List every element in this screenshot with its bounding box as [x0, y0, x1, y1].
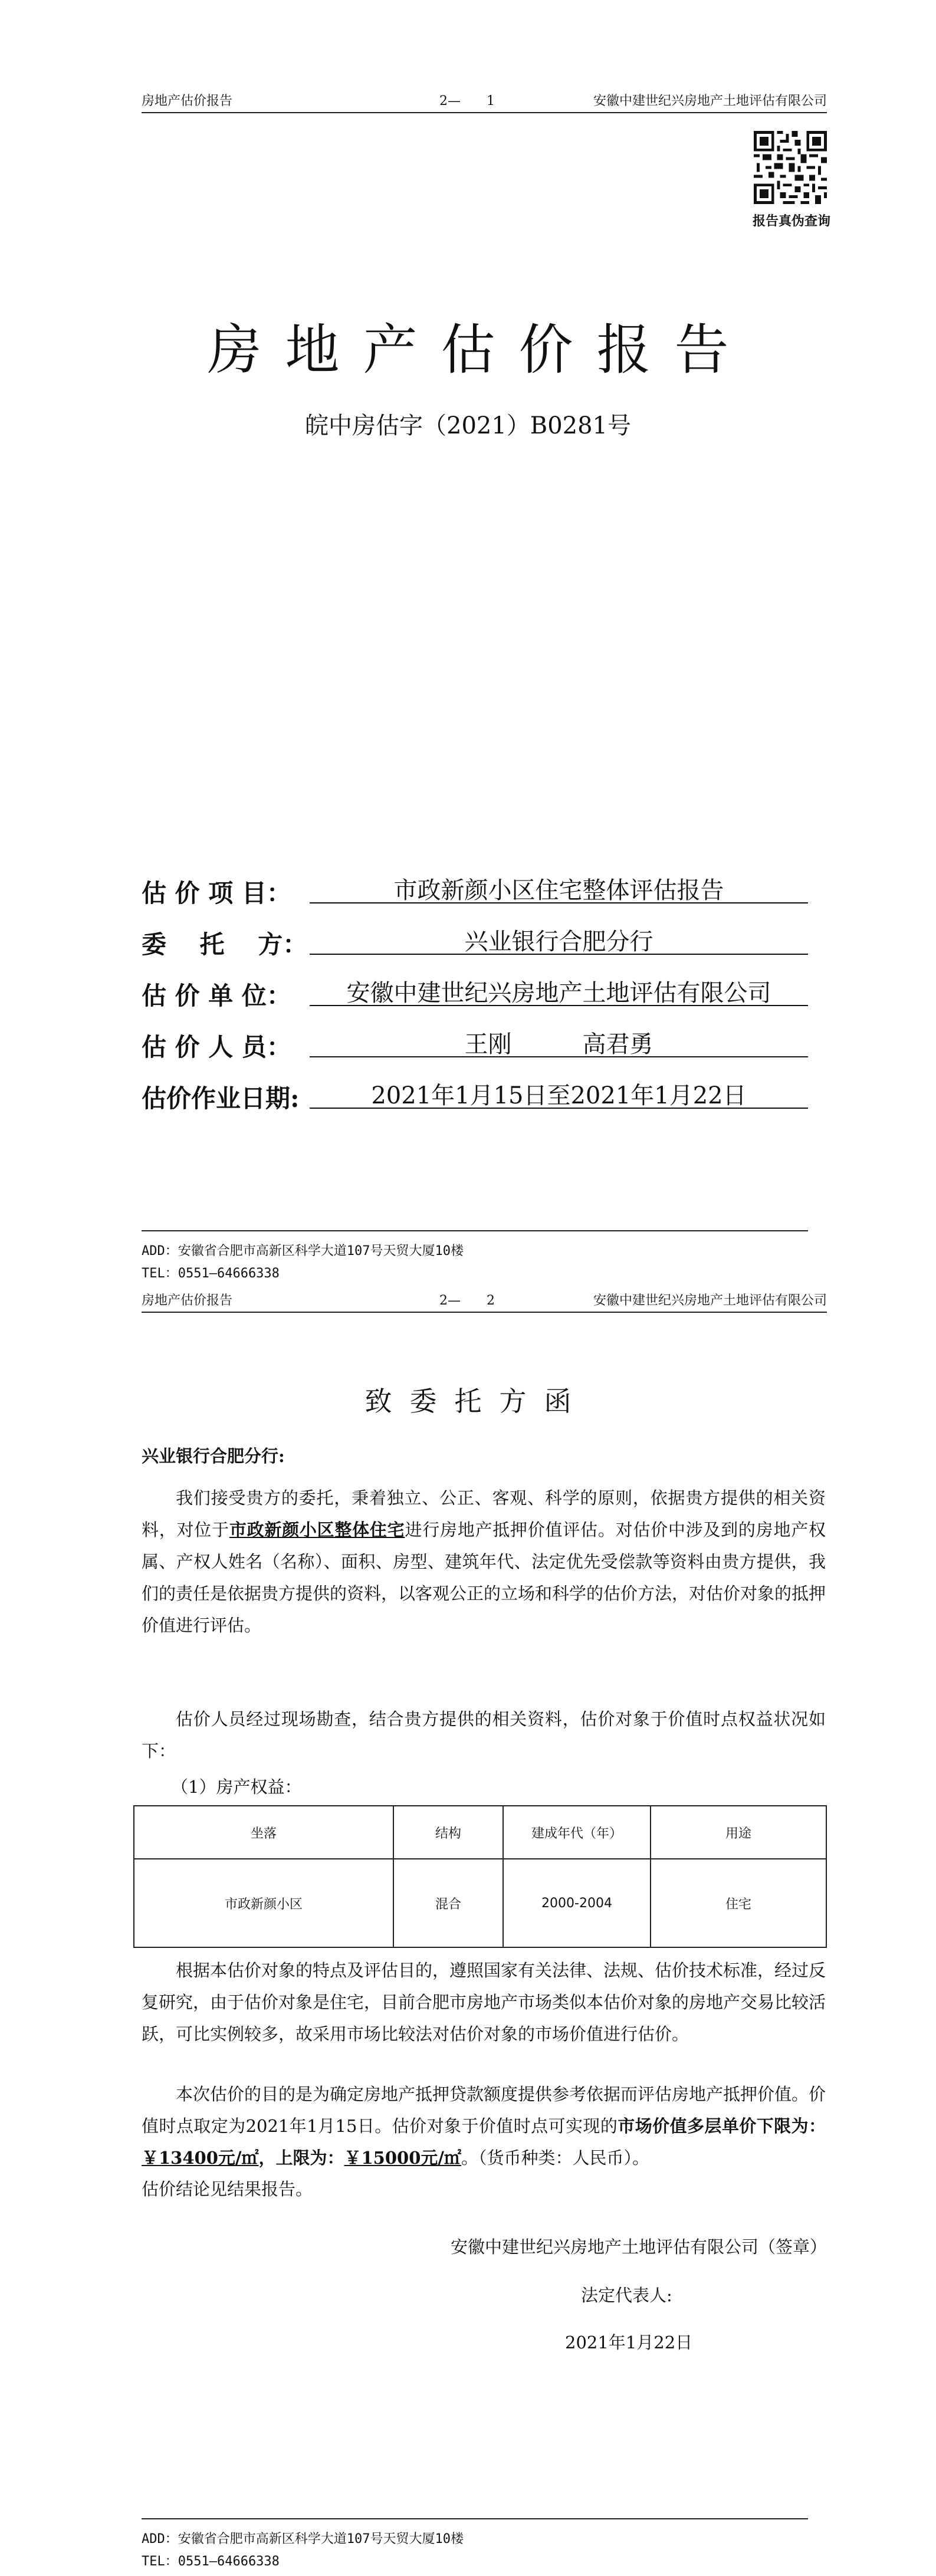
- field-label: 估 价 单 位：: [142, 981, 291, 1010]
- field-value: 2021年1月15日至2021年1月22日: [310, 1077, 808, 1109]
- table-row: [134, 1859, 826, 1947]
- signature-company: 安徽中建世纪兴房地产土地评估有限公司（签章）: [450, 2237, 827, 2257]
- field-value: 市政新颜小区住宅整体评估报告: [310, 872, 808, 903]
- footer-address: ADD：安徽省合肥市高新区科学大道107号天贸大厦10楼: [142, 1244, 464, 1259]
- field-appraiser-unit: [142, 974, 808, 1010]
- field-value: 兴业银行合肥分行: [310, 923, 808, 955]
- report-title: 房地产估价报告: [207, 318, 753, 382]
- paragraph-text: 本次估价的目的是为确定房地产抵押贷款额度提供参考依据而评估房地产抵押价值。价值时点取定为2021年1月15日。估价对象于价值时点可实现的: [142, 2084, 826, 2136]
- column-header-build-year: 建成年代（年）: [503, 1806, 651, 1859]
- running-header: [142, 88, 827, 113]
- field-label: 估 价 项 目：: [142, 879, 291, 908]
- table-header-row: [134, 1806, 826, 1859]
- value-conclusion-label: 市场价值多层单价下限为：: [618, 2116, 826, 2136]
- signature-date: 2021年1月22日: [565, 2332, 693, 2352]
- header-report-name: 房地产估价报告: [142, 94, 233, 109]
- rights-section-label: （1）房产权益：: [171, 1777, 302, 1797]
- header-page-number: 2— 1: [439, 94, 495, 109]
- field-client: [142, 923, 808, 958]
- qr-code-icon[interactable]: [754, 131, 827, 204]
- column-header-location: 坐落: [134, 1806, 393, 1859]
- paragraph-text: 。（货币种类：人民币）。: [461, 2148, 649, 2168]
- letter-paragraph-2: 估价人员经过现场勘查，结合贵方提供的相关资料，估价对象于价值时点权益状况如下：: [142, 1709, 826, 1761]
- column-header-structure: 结构: [393, 1806, 503, 1859]
- footer-address: ADD：安徽省合肥市高新区科学大道107号天贸大厦10楼: [142, 2532, 464, 2547]
- field-work-dates: [142, 1077, 808, 1112]
- qr-caption: 报告真伪查询: [752, 214, 830, 229]
- unit-price-upper: ￥15000元/㎡: [344, 2148, 461, 2168]
- field-appraisers: [142, 1026, 808, 1061]
- field-value: 安徽中建世纪兴房地产土地评估有限公司: [310, 974, 808, 1006]
- column-header-usage: 用途: [651, 1806, 826, 1859]
- letter-paragraph-1: [142, 1482, 826, 1641]
- header-page-number: 2— 2: [439, 1293, 495, 1308]
- letter-paragraph-4: [142, 2078, 826, 2174]
- footer-phone: TEL：0551—64666338: [142, 1266, 280, 1281]
- value-conclusion-sep: ，上限为：: [258, 2148, 344, 2168]
- header-company: 安徽中建世纪兴房地产土地评估有限公司: [593, 94, 827, 109]
- unit-price-lower: ￥13400元/㎡: [142, 2148, 259, 2168]
- field-project: [142, 872, 808, 907]
- cell-structure: 混合: [393, 1859, 503, 1947]
- cell-usage: 住宅: [651, 1859, 826, 1947]
- paragraph-text: 进行房地产抵押价值评估。对估价中涉及到的房地产权属、产权人姓名（名称）、面积、房型、建筑年代、法定优先受偿款等资料由贵方提供，我们的责任是依据贵方提供的资料，以客观公正的立场和科学的估价方法，对估价对象的抵押价值进行评估。: [142, 1520, 826, 1635]
- cell-location: 市政新颜小区: [134, 1859, 393, 1947]
- footer-divider: [142, 2518, 808, 2519]
- field-label: 委 托 方：: [142, 930, 308, 959]
- property-rights-table: [133, 1805, 827, 1948]
- letter-title: 致委托方函: [364, 1385, 589, 1417]
- letter-paragraph-5: 估价结论见结果报告。: [142, 2179, 313, 2199]
- paragraph-text: 我们接受贵方的委托，秉着独立、公正、客观、科学的原则，依据贵方提供的相关资料，对位于: [142, 1488, 826, 1540]
- field-value: 王刚 高君勇: [310, 1026, 808, 1057]
- footer-phone: TEL：0551—64666338: [142, 2554, 280, 2569]
- field-label: 估 价 人 员：: [142, 1033, 291, 1062]
- letter-salutation: 兴业银行合肥分行:: [142, 1446, 285, 1466]
- header-company: 安徽中建世纪兴房地产土地评估有限公司: [593, 1293, 827, 1308]
- letter-paragraph-3: 根据本估价对象的特点及评估目的，遵照国家有关法律、法规、估价技术标准，经过反复研究，由于估价对象是住宅，目前合肥市房地产市场类似本估价对象的房地产交易比较活跃，可比实例较多，故采用市场比较法对估价对象的市场价值进行估价。: [142, 1960, 826, 2044]
- header-report-name: 房地产估价报告: [142, 1293, 233, 1308]
- field-label: 估价作业日期:: [142, 1084, 300, 1113]
- signature-representative: 法定代表人:: [581, 2285, 672, 2305]
- running-header: [142, 1288, 827, 1313]
- subject-property: 市政新颜小区整体住宅: [229, 1520, 405, 1540]
- footer-divider: [142, 1230, 808, 1231]
- report-number: 皖中房估字（2021）B0281号: [305, 412, 631, 439]
- cell-build-year: 2000-2004: [503, 1859, 651, 1947]
